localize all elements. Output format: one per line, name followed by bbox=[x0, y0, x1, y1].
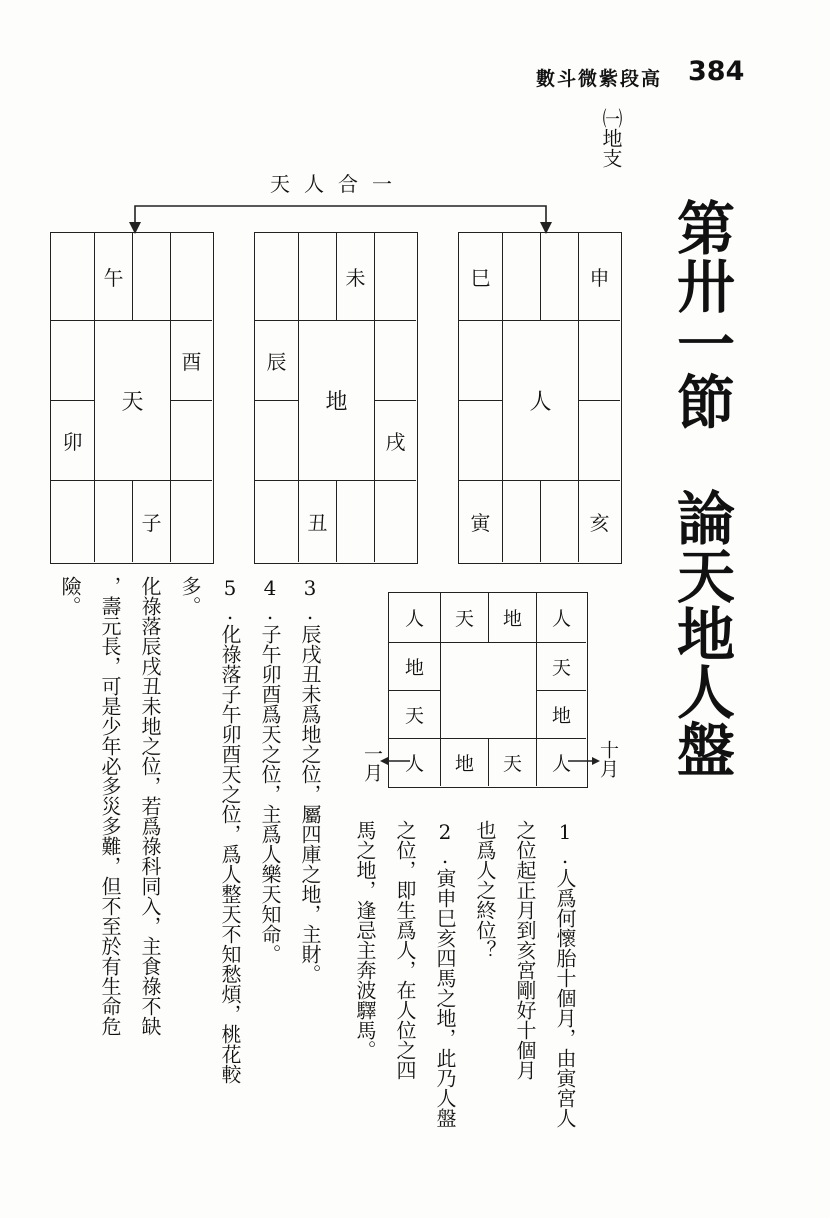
ring-cell: 人 bbox=[537, 593, 586, 643]
ring-grid bbox=[388, 592, 588, 788]
note-5-line: 化祿落辰戌丑未地之位，若爲祿科同入，主食祿不缺 bbox=[138, 576, 162, 1036]
ring-cell: 地 bbox=[389, 643, 441, 691]
chapter-title: 第卅一節 論天地人盤 bbox=[667, 198, 735, 778]
connector-arrows bbox=[0, 0, 830, 260]
ring-cell: 地 bbox=[489, 593, 537, 643]
note-3: 3.辰戌丑未爲地之位，屬四庫之地，主財。 bbox=[298, 576, 322, 984]
note-5-line: 5.化祿落子午卯酉天之位，爲人整天不知愁煩，桃花較 bbox=[218, 576, 242, 1084]
cell-yin: 寅 bbox=[459, 481, 503, 562]
cell-xu: 戌 bbox=[375, 401, 416, 481]
note-1-line: 之位起正月到亥宮剛好十個月 bbox=[513, 820, 537, 1080]
notes-upper bbox=[345, 820, 585, 1190]
grid-tian-center: 天 bbox=[95, 321, 171, 481]
note-5-line: 多。 bbox=[178, 576, 202, 616]
note-1-line: 1.人爲何懷胎十個月，由寅宮人 bbox=[553, 820, 577, 1128]
connector-label: 天人合一 bbox=[270, 172, 406, 196]
ring-cell: 天 bbox=[537, 643, 586, 691]
cell-wei: 未 bbox=[337, 233, 375, 321]
cell-you: 酉 bbox=[171, 321, 212, 401]
note-5-line: ，壽元長，可是少年必多災多難，但不至於有生命危 bbox=[98, 576, 122, 1036]
note-2-line: 之位，即生爲人，在人位之四 bbox=[393, 820, 417, 1080]
month-right-arrow bbox=[566, 754, 600, 768]
cell-wu: 午 bbox=[95, 233, 133, 321]
ring-cell: 天 bbox=[389, 691, 441, 739]
note-2-line: 馬之地，逢忌主奔波驛馬。 bbox=[353, 820, 377, 1060]
cell-shen: 申 bbox=[579, 233, 620, 321]
ring-cell: 天 bbox=[489, 739, 537, 786]
cell-chen: 辰 bbox=[255, 321, 299, 401]
ring-cell: 地 bbox=[537, 691, 586, 739]
note-2-line: 2.寅申巳亥四馬之地，此乃人盤 bbox=[433, 820, 457, 1128]
grid-ren-center: 人 bbox=[503, 321, 579, 481]
grid-ren bbox=[458, 232, 622, 564]
note-4: 4.子午卯酉爲天之位，主爲人樂天知命。 bbox=[258, 576, 282, 964]
month-label-tenth: 十月 bbox=[597, 740, 619, 778]
grid-tian bbox=[50, 232, 214, 564]
ring-cell: 地 bbox=[441, 739, 489, 786]
grid-di bbox=[254, 232, 418, 564]
cell-si: 巳 bbox=[459, 233, 503, 321]
ring-cell: 人 bbox=[389, 739, 441, 786]
ring-cell: 人 bbox=[551, 753, 571, 775]
month-left-arrow bbox=[380, 754, 414, 768]
cell-hai: 亥 bbox=[589, 511, 610, 535]
note-1-line: 也爲人之終位？ bbox=[473, 820, 497, 960]
page-number: 384 bbox=[688, 56, 745, 87]
cell-chou: 丑 bbox=[299, 481, 337, 562]
ring-grid-center bbox=[441, 643, 537, 739]
grid-di-center: 地 bbox=[299, 321, 375, 481]
header-book-title: 數斗微紫段高 bbox=[536, 68, 663, 90]
month-label-first: 一月 bbox=[361, 744, 383, 782]
note-5-line: 險。 bbox=[58, 576, 82, 616]
notes-lower bbox=[50, 576, 330, 1186]
cell-zi: 子 bbox=[133, 481, 171, 562]
ring-cell: 天 bbox=[441, 593, 489, 643]
section-label: ㈠地支 bbox=[599, 108, 623, 168]
ring-cell: 人 bbox=[389, 593, 441, 643]
cell-mao: 卯 bbox=[51, 401, 95, 481]
